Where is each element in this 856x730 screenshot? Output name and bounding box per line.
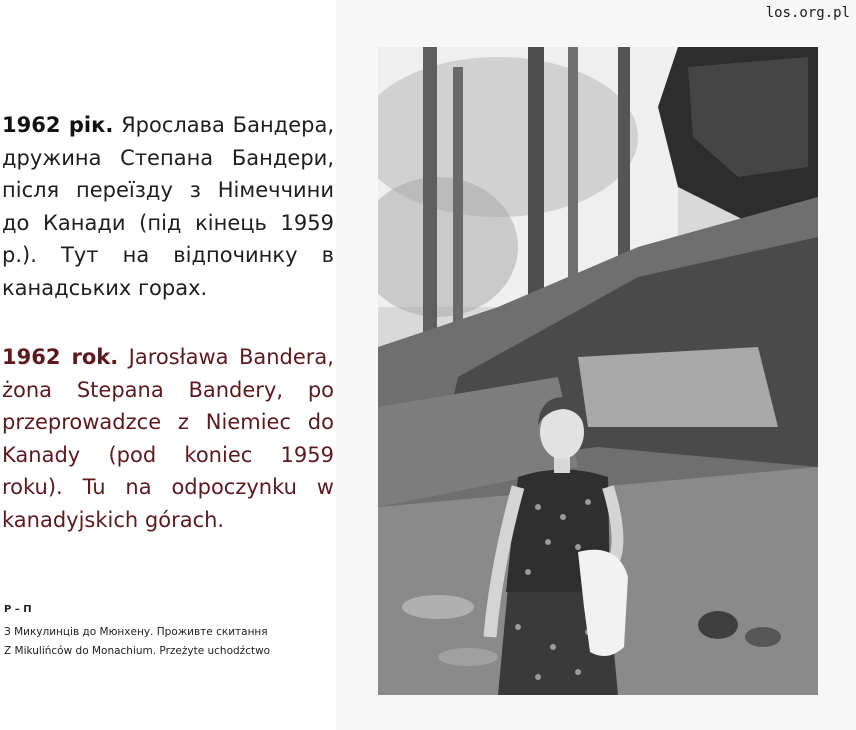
- source-abbreviation: Р – П: [4, 604, 32, 615]
- caption-ukrainian-year: 1962 рік.: [2, 113, 114, 137]
- archival-photograph: [378, 47, 818, 695]
- source-title-ukrainian: З Микулинців до Мюнхену. Проживте скитання: [4, 626, 268, 638]
- source-title-polish: Z Mikulińców do Monachium. Przeżyte uchodźctwo: [4, 645, 271, 657]
- photo-illustration: [378, 47, 818, 695]
- caption-polish-text: Jarosława Bandera, żona Stepana Bandery, po przeprowadzce z Niemiec do Kanady (pod koniec 1959 roku). Tu na odpoczynku w kanadyjskich górach.: [2, 345, 334, 532]
- site-watermark: los.org.pl: [765, 5, 850, 21]
- caption-ukrainian: [2, 109, 334, 304]
- caption-polish: [2, 341, 334, 536]
- caption-ukrainian-text: Ярослава Бандера, дружина Степана Бандери, після переїзду з Німеччини до Канади (під кінець 1959 р.). Тут на відпочинку в канадських горах.: [2, 113, 334, 300]
- caption-panel: [0, 0, 336, 730]
- caption-polish-year: 1962 rok.: [2, 345, 119, 369]
